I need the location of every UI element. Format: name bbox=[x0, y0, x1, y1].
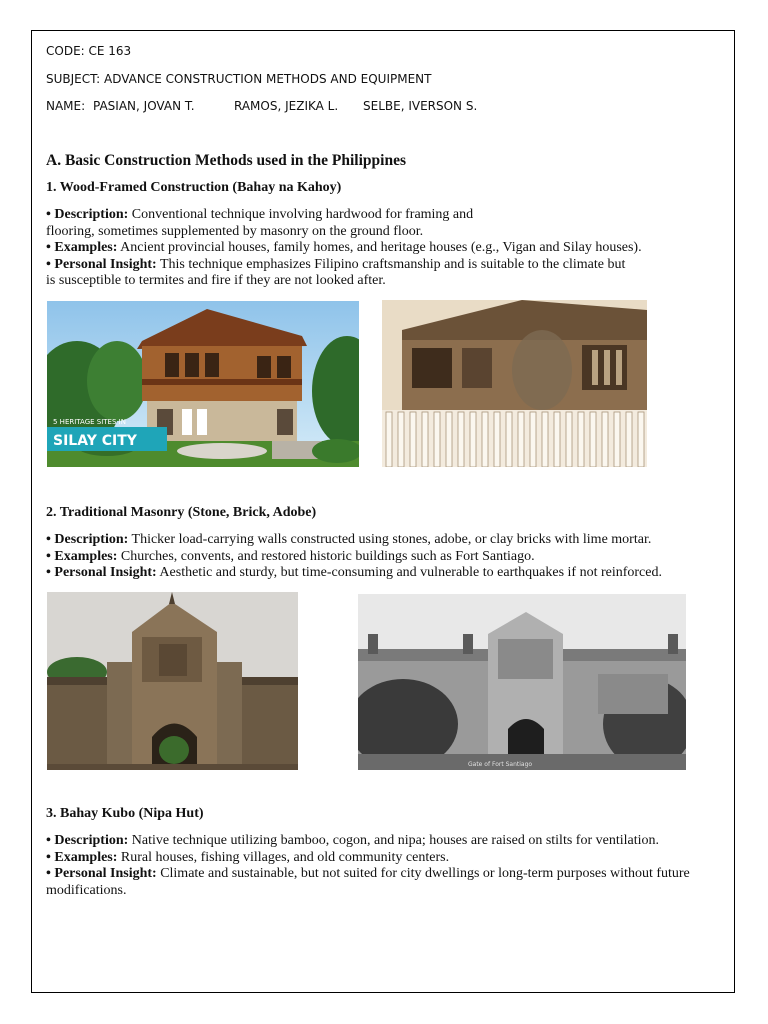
method-1-insight-line-1: This technique emphasizes Filipino craftsmanship and is suitable to the climate but bbox=[159, 256, 626, 272]
sepia-wooden-house-photo bbox=[382, 300, 647, 467]
examples-label: • Examples: bbox=[46, 849, 118, 865]
method-3-examples: Rural houses, fishing villages, and old community centers. bbox=[120, 849, 450, 865]
author-name-1: PASIAN, JOVAN T. bbox=[93, 99, 195, 113]
description-label: • Description: bbox=[46, 532, 129, 547]
silay-caption-small: 5 HERITAGE SITES IN bbox=[53, 418, 126, 426]
method-2-body bbox=[46, 532, 711, 582]
author-name-2: RAMOS, JEZIKA L. bbox=[234, 99, 339, 113]
method-1-description-line-2: flooring, sometimes supplemented by masonry on the ground floor. bbox=[46, 223, 424, 239]
examples-label: • Examples: bbox=[46, 548, 118, 564]
insight-label: • Personal Insight: bbox=[46, 256, 157, 272]
method-3-body bbox=[46, 833, 711, 899]
method-1-examples: Ancient provincial houses, family homes, and heritage houses (e.g., Vigan and Silay houses). bbox=[120, 240, 642, 256]
method-1-title: 1. Wood-Framed Construction (Bahay na Kahoy) bbox=[46, 180, 342, 195]
method-1-body bbox=[46, 207, 711, 290]
method-2-examples: Churches, convents, and restored historic buildings such as Fort Santiago. bbox=[120, 548, 535, 564]
description-label: • Description: bbox=[46, 207, 129, 222]
method-1-description-line-1: Conventional technique involving hardwood for framing and bbox=[131, 207, 474, 222]
method-3-insight-line-1: Climate and sustainable, but not suited for city dwellings or long-term purposes without future bbox=[160, 866, 690, 882]
insight-label: • Personal Insight: bbox=[46, 565, 157, 581]
fort-santiago-historic-photo bbox=[358, 594, 686, 770]
name-label: NAME: bbox=[46, 99, 86, 113]
method-2-title: 2. Traditional Masonry (Stone, Brick, Adobe) bbox=[46, 505, 317, 520]
insight-label: • Personal Insight: bbox=[46, 866, 157, 882]
subject-line: SUBJECT: ADVANCE CONSTRUCTION METHODS AND EQUIPMENT bbox=[46, 72, 432, 86]
method-3-insight-line-2: modifications. bbox=[46, 882, 127, 898]
method-1-insight-line-2: is susceptible to termites and fire if they are not looked after. bbox=[46, 273, 386, 289]
description-label: • Description: bbox=[46, 833, 129, 848]
fort-photo-caption: Gate of Fort Santiago bbox=[468, 761, 533, 768]
wooden-heritage-house-photo bbox=[47, 301, 359, 467]
fort-santiago-gate-photo bbox=[47, 592, 298, 770]
course-code: CODE: CE 163 bbox=[46, 44, 132, 58]
method-2-description: Thicker load-carrying walls constructed using stones, adobe, or clay bricks with lime mortar. bbox=[131, 532, 652, 547]
method-2-insight: Aesthetic and sturdy, but time-consuming and vulnerable to earthquakes if not reinforced. bbox=[159, 565, 662, 581]
method-3-description: Native technique utilizing bamboo, cogon, and nipa; houses are raised on stilts for ventilation. bbox=[131, 833, 659, 848]
author-name-3: SELBE, IVERSON S. bbox=[363, 99, 478, 113]
examples-label: • Examples: bbox=[46, 240, 118, 256]
section-title: A. Basic Construction Methods used in the Philippines bbox=[46, 152, 406, 169]
silay-caption-large: SILAY CITY bbox=[53, 433, 137, 449]
method-3-title: 3. Bahay Kubo (Nipa Hut) bbox=[46, 806, 204, 821]
